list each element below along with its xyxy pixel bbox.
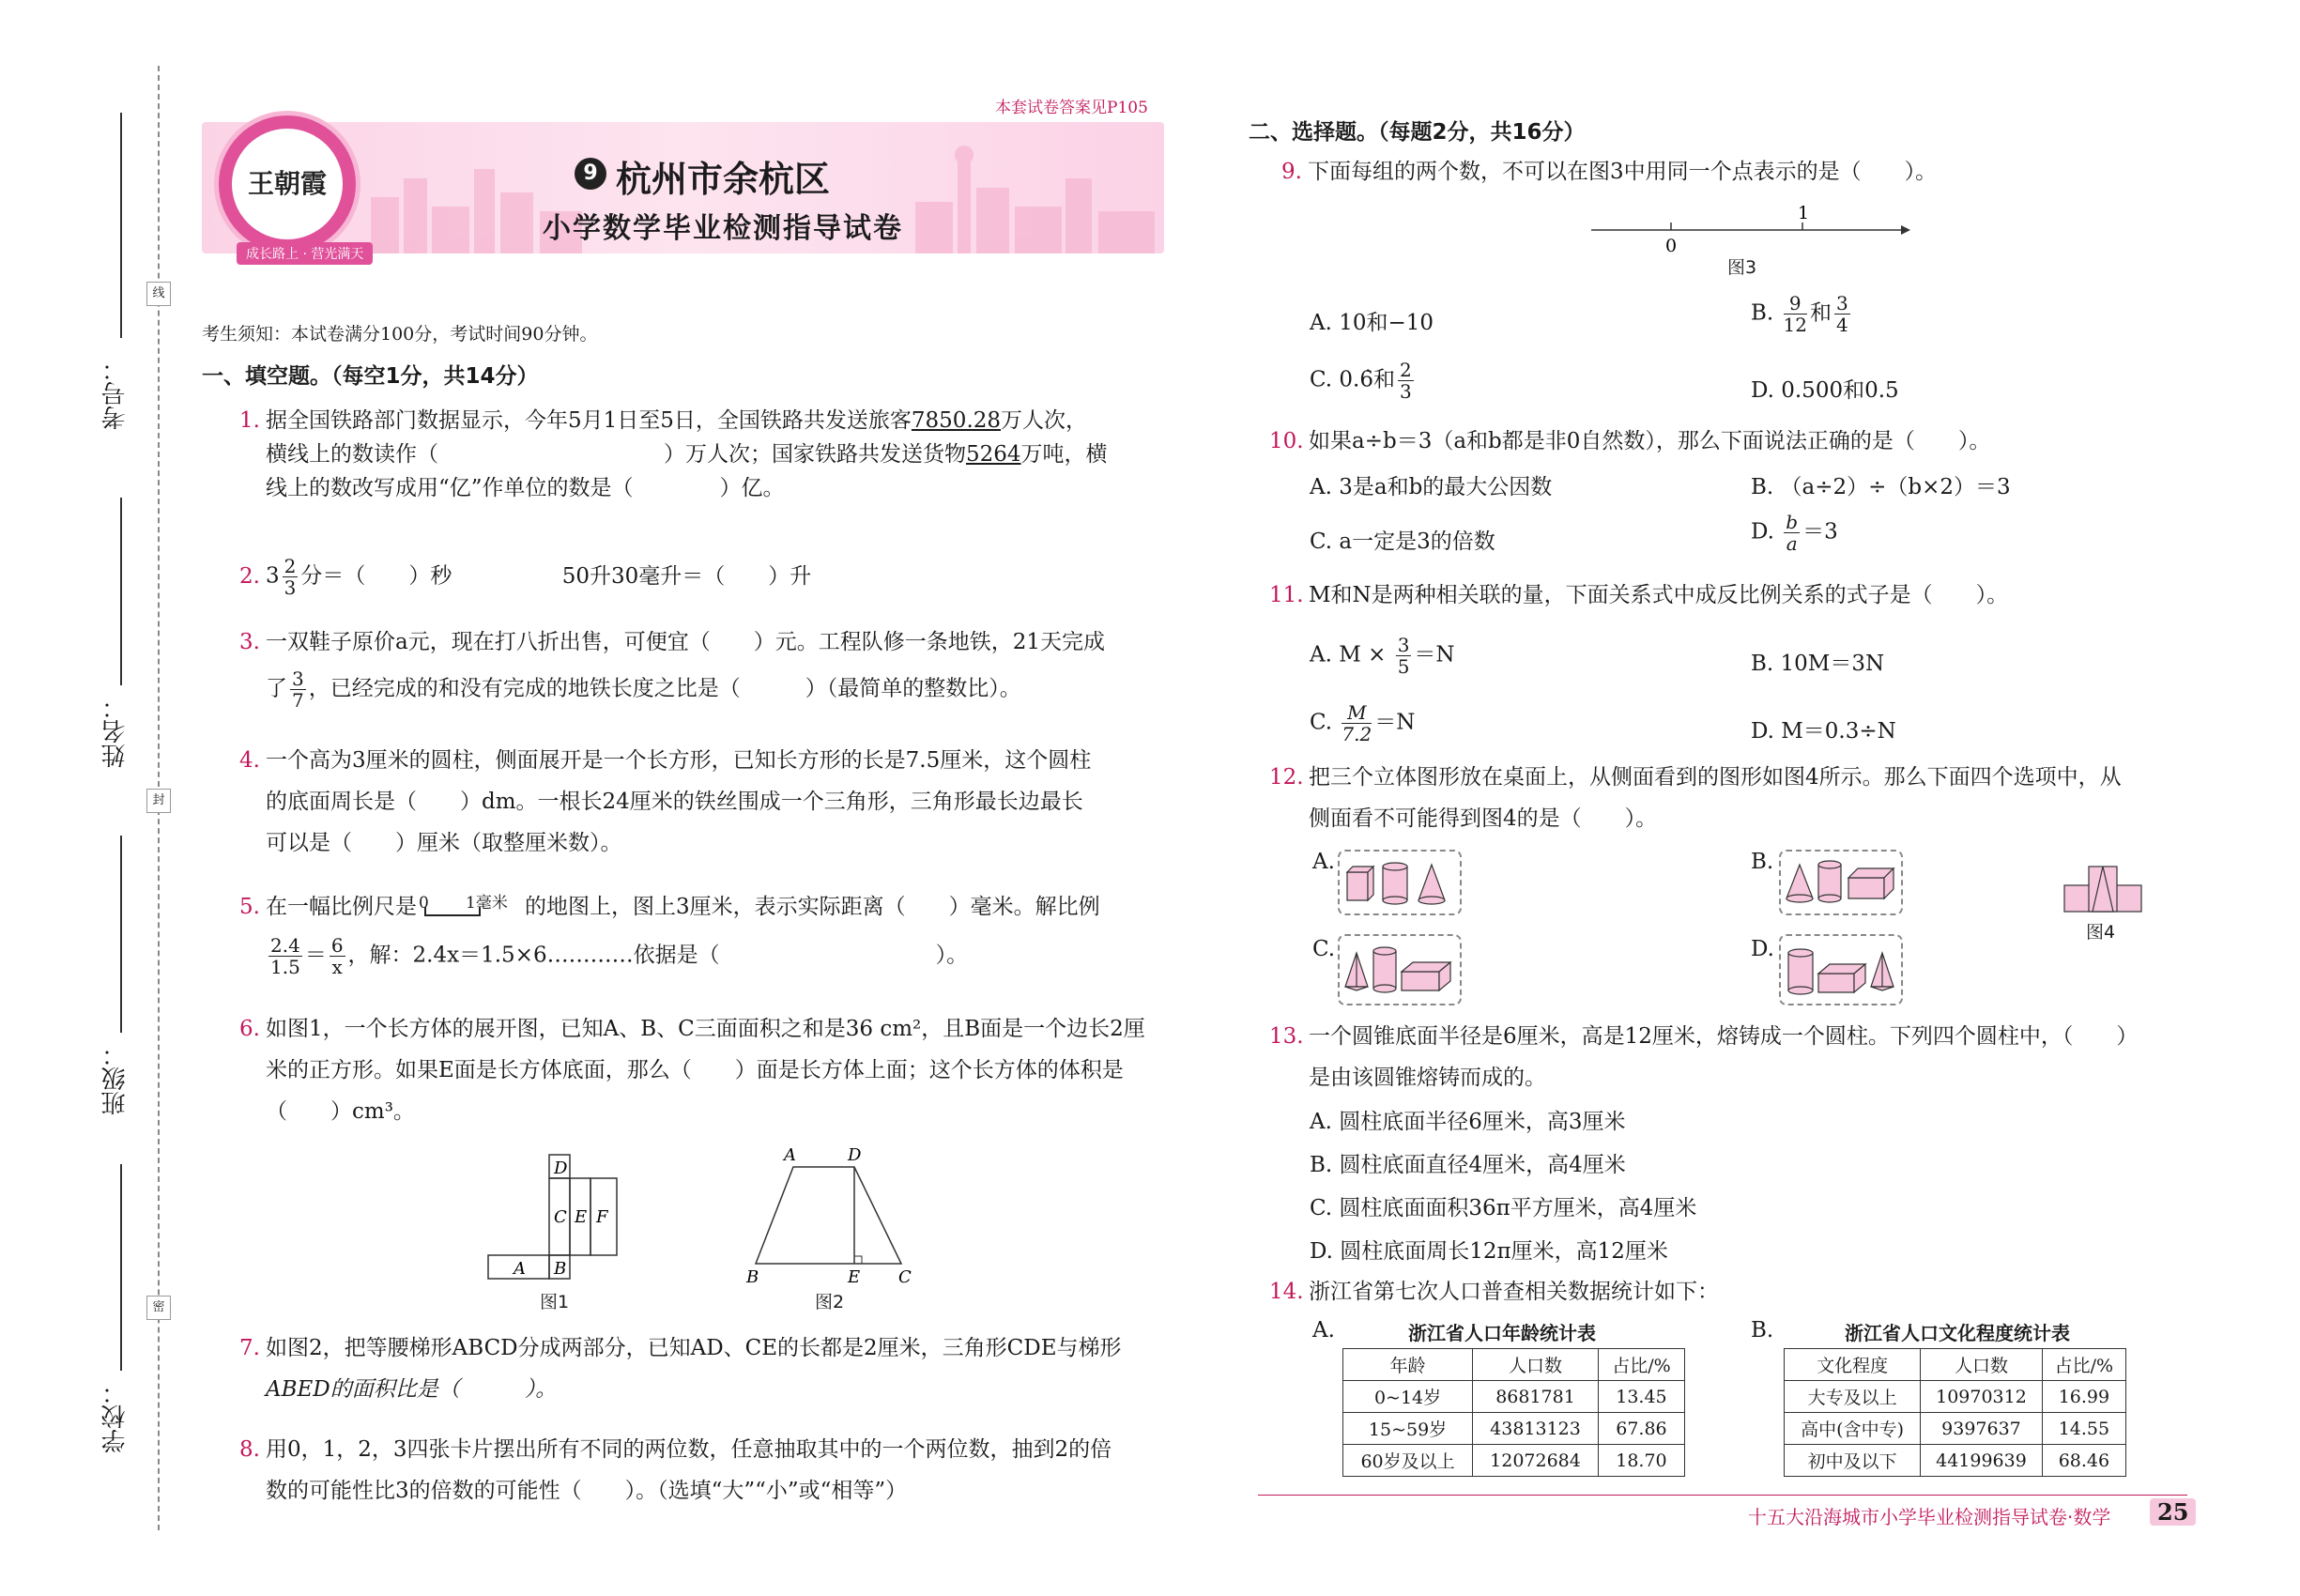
fig3-tick-0: 0 [1665,236,1678,256]
q8-text-1: 用0，1，2，3四张卡片摆出所有不同的两位数，任意抽取其中的一个两位数，抽到2的倍 [266,1437,1112,1462]
question-14 [1269,1275,1719,1309]
section1-heading: 一、填空题。（每空1分，共14分） [202,364,539,389]
q3-text-2a: 了 [266,676,287,701]
q10-text: 如果a÷b＝3（a和b都是非0自然数），那么下面说法正确的是（ ）。 [1309,429,1991,453]
q12-number: 12. [1269,765,1304,790]
q10-option-b[interactable]: B. （a÷2）÷（b×2）＝3 [1751,475,2011,499]
q1-text-c: 横线上的数读作（ [266,442,438,467]
question-7 [239,1331,1122,1406]
logo-text: 王朝霞 [232,129,343,239]
fig2-point-a: A [784,1145,796,1165]
fig1-face-b: B [554,1259,567,1279]
q11-option-c[interactable]: C. $\frac{M}{7.2}$ ＝N [1310,701,1416,745]
q9-option-d[interactable]: D. 0.500和0.5 [1751,378,1899,403]
q1-number: 1. [239,408,260,433]
answer-reference: 本套试卷答案见P105 [995,99,1148,117]
q1-underlined-value: 7850.28 [911,408,1002,433]
q3-text-2b: ，已经完成的和没有完成的地铁长度之比是（ ）（最简单的整数比）。 [308,676,1021,701]
q9-option-c[interactable]: C. 0.6̇和 $\frac{2}{3}$ [1310,359,1412,403]
figure-4-side-view [2061,862,2145,913]
q1-text-f: 线上的数改写成用“亿”作单位的数是（ ）亿。 [266,476,785,500]
q14-text: 浙江省第七次人口普查相关数据统计如下： [1309,1280,1719,1304]
class-line[interactable] [120,836,122,1033]
q12-text-2: 侧面看不可能得到图4的是（ ）。 [1309,806,1658,831]
paper-number-badge: 9 [575,158,606,190]
table-row: 年龄 人口数 占比/% [1343,1349,1685,1381]
cut-mark-secret: 密 [146,1296,171,1320]
q5-number: 5. [239,895,260,919]
footer-series-title: 十五大沿海城市小学毕业检测指导试卷·数学 [1748,1506,2111,1528]
q7-number: 7. [239,1336,260,1360]
table-b-title: 浙江省人口文化程度统计表 [1845,1322,2070,1344]
figure-4-label: 图4 [2086,922,2116,943]
q2-whole: 3 [266,563,280,589]
q14-option-b-label[interactable]: B. [1751,1318,1774,1343]
fig1-face-a: A [514,1259,526,1279]
q6-number: 6. [239,1017,260,1041]
q13-option-d[interactable]: D. 圆柱底面周长12π厘米，高12厘米 [1310,1239,1668,1264]
q4-text-3: 可以是（ ）厘米（取整厘米数）。 [266,831,622,855]
q11-option-a[interactable]: A. M × $\frac{3}{5}$ ＝N [1310,634,1455,678]
q12-text-1: 把三个立体图形放在桌面上，从侧面看到的图形如图4所示。那么下面四个选项中，从 [1309,765,2122,790]
q11-text: M和N是两种相关联的量，下面关系式中成反比例关系的式子是（ ）。 [1309,583,2009,607]
fig2-point-c: C [898,1267,912,1284]
paper-title: 杭州市余杭区 [616,159,831,200]
q5-fraction-2: $\frac{6}{x}$ [330,934,344,978]
q1-underlined-value-2: 5264 [966,442,1021,467]
q1-text-b: 万人次， [1001,408,1088,433]
school-label: 学校： [101,1380,130,1453]
q12-option-b-label[interactable]: B. [1751,850,1774,874]
q10-option-d[interactable]: D. $\frac{b}{a}$ ＝3 [1751,511,1838,555]
class-label: 班级： [101,1042,130,1115]
logo-ribbon: 成长路上 · 营光满天 [237,242,373,265]
question-6 [239,1012,1145,1128]
solids-cone-cylinder-cuboid [1781,852,1901,913]
q5-scale-bar: 0 1毫米 [417,894,525,922]
fig1-face-e: E [575,1207,588,1227]
question-13 [1269,1020,2138,1095]
q12-option-b-solids[interactable] [1779,850,1903,915]
q5-fraction-1: $\frac{2.4}{1.5}$ [270,934,300,978]
table-a-title: 浙江省人口年龄统计表 [1408,1322,1596,1344]
table-row: 15~59岁 43813123 67.86 [1343,1413,1685,1445]
question-12 [1269,760,2122,836]
table-row: 高中(含中专) 9397637 14.55 [1785,1413,2126,1445]
fig1-face-d: D [554,1159,568,1178]
question-8 [239,1433,1112,1508]
q13-text-1: 一个圆锥底面半径是6厘米，高是12厘米，熔铸成一个圆柱。下列四个圆柱中，（ ） [1309,1024,2139,1049]
q6-text-2: 米的正方形。如果E面是长方体底面，那么（ ）面是长方体上面；这个长方体的体积是 [266,1058,1124,1082]
q13-text-2: 是由该圆锥熔铸而成的。 [1309,1066,1546,1090]
fig2-point-d: D [848,1145,862,1165]
figure-1-label: 图1 [540,1292,570,1312]
q13-option-b[interactable]: B. 圆柱底面直径4厘米，高4厘米 [1310,1153,1626,1177]
q2-fraction: $\frac{2}{3}$ [284,555,297,599]
q5-text-1a: 在一幅比例尺是 [266,895,417,919]
q12-option-a-label[interactable]: A. [1312,850,1335,874]
q9-option-a[interactable]: A. 10和−10 [1310,311,1434,335]
q12-option-d-label[interactable]: D. [1751,937,1774,961]
q11-option-b[interactable]: B. 10M＝3N [1751,652,1885,676]
q10-option-c[interactable]: C. a一定是3的倍数 [1310,529,1495,554]
cut-mark-seal: 封 [146,789,171,813]
q12-option-a-solids[interactable] [1338,850,1462,915]
q2-part-b: 50升30毫升＝（ ）升 [561,563,812,589]
q2-part-a: 分＝（ ）秒 [300,563,452,589]
question-11 [1269,578,2008,612]
q4-text-1: 一个高为3厘米的圆柱，侧面展开是一个长方形，已知长方形的长是7.5厘米，这个圆柱 [266,748,1092,773]
table-row: 文化程度 人口数 占比/% [1785,1349,2126,1381]
q4-number: 4. [239,748,260,773]
fig2-point-b: B [746,1267,759,1284]
figure-1-net [483,1153,634,1284]
q5-text-2: ，解：2.4x＝1.5×6…………依据是（ ）。 [347,943,969,968]
q8-text-2: 数的可能性比3的倍数的可能性（ ）。（选填“大”“小”或“相等”） [266,1479,908,1503]
fig3-tick-1: 1 [1798,203,1810,223]
q9-number: 9. [1281,160,1302,184]
q3-fraction: $\frac{3}{7}$ [292,668,304,712]
school-line[interactable] [120,1164,122,1371]
q3-number: 3. [239,630,260,654]
q11-option-d[interactable]: D. M＝0.3÷N [1751,719,1896,744]
figure-3-label: 图3 [1727,257,1757,278]
exam-no-label: 考号： [101,357,130,430]
table-row: 初中及以下 44199639 68.46 [1785,1445,2126,1477]
q6-text-1: 如图1，一个长方体的展开图，已知A、B、C三面面积之和是36 cm²，且B面是一个边长2厘 [266,1017,1145,1041]
q12-option-d-solids[interactable] [1779,934,1903,1005]
fig1-face-f: F [596,1207,608,1227]
exam-no-line[interactable] [120,113,122,338]
question-10 [1269,424,1990,458]
page-number: 25 [2150,1498,2196,1526]
paper-subtitle: 小学数学毕业检测指导试卷 [543,212,903,245]
footer-rule [1258,1495,2187,1496]
fig1-face-c: C [554,1207,567,1227]
q13-number: 13. [1269,1024,1304,1049]
q2-number: 2. [239,563,260,589]
q11-number: 11. [1269,583,1304,607]
q12-option-c-label[interactable]: C. [1312,937,1336,961]
question-1 [239,404,1108,505]
q7-text-1: 如图2，把等腰梯形ABCD分成两部分，已知AD、CE的长都是2厘米，三角形CDE与梯形 [266,1336,1122,1360]
q10-number: 10. [1269,429,1304,453]
section2-heading: 二、选择题。（每题2分，共16分） [1249,120,1586,145]
question-4 [239,744,1091,860]
question-2 [239,556,811,598]
solids-cylinder-cuboid-pyramid [1781,936,1901,1004]
q1-text-a: 据全国铁路部门数据显示，今年5月1日至5日，全国铁路共发送旅客 [266,408,912,433]
q8-number: 8. [239,1437,260,1462]
table-row: 0~14岁 8681781 13.45 [1343,1381,1685,1413]
table-a-age-statistics [1342,1348,1685,1477]
q1-text-e: 万吨，横 [1020,442,1108,467]
question-9 [1281,155,1937,189]
question-3 [239,625,1105,711]
name-line[interactable] [120,498,122,685]
q9-option-b[interactable]: B. $\frac{9}{12}$ 和 $\frac{3}{4}$ [1751,292,1848,336]
q1-text-d: ）万人次；国家铁路共发送货物 [664,442,966,467]
q13-option-c[interactable]: C. 圆柱底面面积36π平方厘米，高4厘米 [1310,1196,1697,1220]
q5-text-1b: 的地图上，图上3厘米，表示实际距离（ ）毫米。解比例 [525,895,1100,919]
q6-text-3: （ ）cm³。 [266,1099,415,1124]
q10-option-a[interactable]: A. 3是a和b的最大公因数 [1310,475,1553,499]
fig2-point-e: E [848,1267,861,1284]
exam-notice: 考生须知：本试卷满分100分，考试时间90分钟。 [202,324,598,345]
q14-option-a-label[interactable]: A. [1312,1318,1335,1343]
table-row: 大专及以上 10970312 16.99 [1785,1381,2126,1413]
cut-mark-line: 线 [146,282,171,306]
name-label: 姓名： [101,695,130,768]
q4-text-2: 的底面周长是（ ）dm。一根长24厘米的铁丝围成一个三角形，三角形最长边最长 [266,790,1083,814]
brand-logo [214,111,360,257]
table-row: 60岁及以上 12072684 18.70 [1343,1445,1685,1477]
q13-option-a[interactable]: A. 圆柱底面半径6厘米，高3厘米 [1310,1110,1626,1134]
table-b-education-statistics [1784,1348,2126,1477]
q12-option-c-solids[interactable] [1338,934,1462,1005]
q14-number: 14. [1269,1280,1304,1304]
q3-text-1: 一双鞋子原价a元，现在打八折出售，可便宜（ ）元。工程队修一条地铁，21天完成 [266,630,1105,654]
solids-cuboid-cylinder-cone [1340,852,1460,913]
figure-2-label: 图2 [815,1292,845,1312]
figure-3-number-line [1587,202,1915,258]
figure-2-trapezoid [737,1143,925,1284]
q9-text: 下面每组的两个数，不可以在图3中用同一个点表示的是（ ）。 [1308,160,1938,184]
q7-text-2: ABED的面积比是（ ）。 [266,1377,558,1402]
question-5: 5. 在一幅比例尺是 0 1毫米 的地图上，图上3厘米，表示实际距离（ ）毫米。解比例 $\frac{2.4}{1.5}$ ＝ $\frac{6}{x}$ ，解：2.4x＝1.5×6…………依据是（ ）。 [239,890,1100,977]
solids-pyramid-cylinder-cuboid [1340,936,1460,1004]
